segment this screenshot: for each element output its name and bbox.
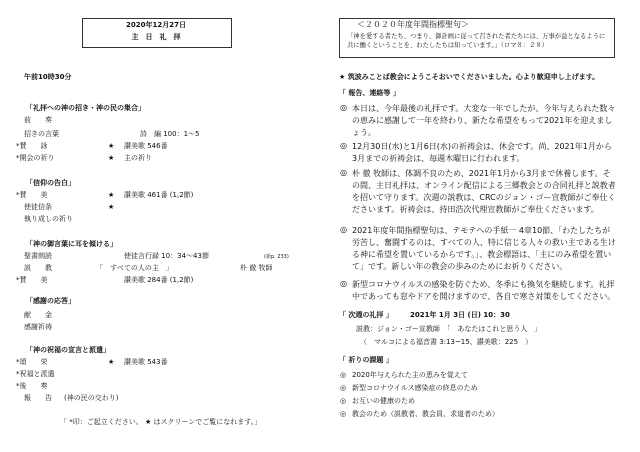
order-item-label: 執り成しの祈り — [24, 215, 73, 223]
order-item-label: *開会の祈り — [16, 154, 55, 162]
report-item: 新型コロナウイルスの感染を防ぐため、冬季にも換気を継続します。礼拝中であっても窓やドアを開けますので、各自で寒さ対策をしてください。 — [352, 280, 616, 301]
order-item-label: 招きの言葉 — [24, 130, 59, 138]
bullet-circle-icon: ◎ — [340, 168, 347, 177]
prayer-item: 新型コロナウイルス感染症の終息のため — [352, 384, 478, 392]
report-title: 「 報告、連絡等 」 — [339, 89, 400, 97]
order-item-detail: 使徒言行録 10：34～43節 — [124, 252, 209, 260]
order-item-label: 報 告 — [24, 394, 52, 402]
prayer-item: お互いの健康のため — [352, 397, 415, 405]
bullet-circle-icon: ◎ — [340, 141, 347, 150]
order-item-label: 使徒信条 — [24, 203, 52, 211]
order-item-label: *頌 栄 — [16, 358, 48, 366]
section-title-word: 「神の御言葉に耳を傾ける」 — [26, 240, 117, 248]
order-item-label: *賛 詠 — [16, 142, 48, 150]
prayer-item: 2020年与えられた主の恵みを覚えて — [352, 371, 468, 379]
screen-star-icon: ★ — [108, 142, 115, 150]
verse-title: ＜２０２０年度年間指標聖句＞ — [357, 20, 469, 29]
order-item-label: 説 教 — [24, 264, 52, 272]
verse-text: 「神を愛する者たち、つまり、御計画に従って召された者たちには、万事が益となるように共に働くということを、わたしたちは知っています。」（ロマ８：２８） — [347, 33, 606, 49]
bullet-circle-icon: ◎ — [340, 371, 347, 379]
order-item-label: 献 金 — [24, 311, 52, 319]
order-item-detail: 詩 編 100：1～5 — [140, 130, 200, 138]
report-item: 本日は、今年最後の礼拝です。大変な一年でしたが、今年与えられた数々の恵みに感謝して一年を終わり、新たな希望をもって2021年を迎えましょう。 — [352, 104, 616, 137]
bullet-circle-icon: ◎ — [340, 103, 347, 112]
sermon-title: 「 すべての人の主 」 — [96, 264, 173, 272]
order-item-detail: 讃美歌 543番 — [124, 358, 168, 366]
order-item-label: 感謝祈祷 — [24, 323, 52, 331]
order-item-detail: 讃美歌 546番 — [124, 142, 168, 150]
welcome-text: ★ 筑波みことば教会にようこそおいでくださいました。心より歓迎申し上げます。 — [339, 73, 600, 81]
next-service-title: 「 次週の礼拝 」 — [339, 311, 393, 319]
report-item: 朴 徹 牧師は、体調不良のため、2021年1月から3月まで休養します。その間、主日礼拝は、オンライン配信による三郷教会との合同礼拝と説教者を招いて守ります。次週の説教は、CRCのジョン・ゴー宣教師がご奉仕くださいます。祈祷会は、持田浩次代理宣教師がご奉仕くださいます。 — [352, 169, 616, 214]
order-item-label: 聖書朗読 — [24, 252, 52, 260]
screen-star-icon: ★ — [108, 191, 115, 199]
section-title-response: 「感謝の応答」 — [26, 297, 75, 305]
service-date: 2020年12月27日 — [126, 21, 186, 29]
order-item-label: *祝福と派遣 — [16, 370, 55, 378]
order-item-label: *賛 美 — [16, 191, 48, 199]
screen-star-icon: ★ — [108, 154, 115, 162]
next-service-date: 2021年 1月 3日 (日) 10：30 — [410, 311, 510, 319]
report-item: 12月30日(水)と1月6日(水)の祈祷会は、休会です。尚、2021年1月から3月までの祈祷会は、毎週木曜日に行われます。 — [352, 142, 612, 163]
section-title-calling: 「礼拝への神の招き・神の民の集合」 — [26, 104, 145, 112]
prayer-item: 教会のため（説教者、教会員、求道者のため） — [352, 410, 499, 418]
screen-star-icon: ★ — [108, 203, 115, 211]
service-time: 午前10時30分 — [24, 73, 72, 81]
order-item-label: *後 奏 — [16, 382, 48, 390]
screen-star-icon: ★ — [108, 358, 115, 366]
service-title: 主 日 礼 拝 — [131, 33, 181, 41]
order-item-label: 前 奏 — [24, 116, 52, 124]
order-item-detail: 讃美歌 284番 (1,2節) — [124, 276, 194, 284]
page-reference: (新p. 233) — [264, 254, 289, 260]
section-title-confession: 「信仰の告白」 — [26, 179, 75, 187]
bullet-circle-icon: ◎ — [340, 410, 347, 418]
bullet-circle-icon: ◎ — [340, 225, 347, 234]
bullet-circle-icon: ◎ — [340, 384, 347, 392]
section-title-sending: 「神の祝福の宣言と派遣」 — [26, 346, 110, 354]
prayer-title: 「 祈りの課題 」 — [339, 356, 393, 364]
order-item-label: *賛 美 — [16, 276, 48, 284]
order-item-detail: 主の祈り — [124, 154, 152, 162]
bullet-circle-icon: ◎ — [340, 397, 347, 405]
next-service-sermon: 説教：ジョン・ゴー宣教師 「 あなたはこれと思う人 」 — [356, 325, 542, 333]
next-service-reading: （ マルコによる福音書 3:13~15、讃美歌：225 ） — [360, 338, 533, 346]
order-item-detail: (神の民の交わり) — [64, 394, 119, 402]
order-item-detail: 讃美歌 461番 (1,2節) — [124, 191, 194, 199]
footnote: 「 *印：ご起立ください。 ★ はスクリーンでご覧になれます。」 — [60, 418, 262, 426]
bullet-circle-icon: ◎ — [340, 279, 347, 288]
preacher-name: 朴 徹 牧師 — [240, 264, 273, 272]
report-item: 2021年度年間指標聖句は、テモテへの手紙一 4章10節、「わたしたちが労苦し、奮闘するのは、すべての人、特に信じる人々の救い主である生ける神に希望を置いているからです。」、教会標語は、「主にのみ希望を置いて」です。新しい年の教会の歩みのためにお祈りください。 — [352, 226, 616, 271]
